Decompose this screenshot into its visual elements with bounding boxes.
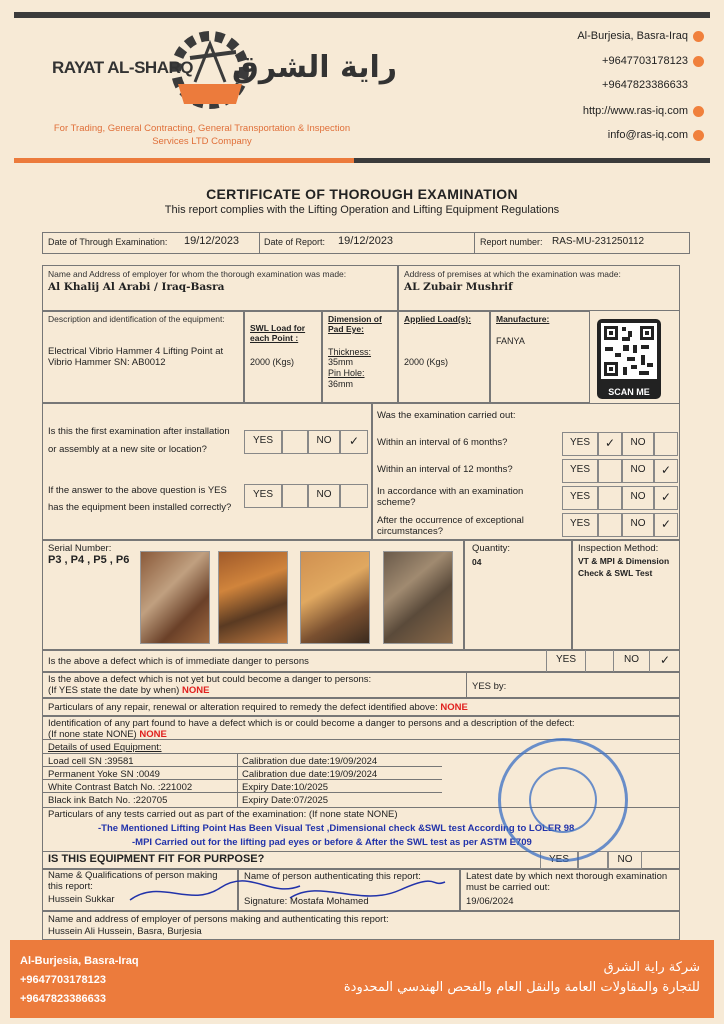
yes-by-label: YES by: xyxy=(472,681,507,692)
method-label: Inspection Method: xyxy=(578,543,659,554)
dimension-label: Dimension of Pad Eye: xyxy=(328,314,382,334)
six-months-yes[interactable]: YES xyxy=(562,432,598,456)
repair-line xyxy=(48,702,468,713)
identification-question: Identification of any part found to have a defect which is or could become a danger to persons and a description of the defect: xyxy=(48,718,575,729)
twelve-months-question: Within an interval of 12 months? xyxy=(377,464,513,475)
employer-label: Name and Address of employer for whom the thorough examination was made: xyxy=(48,269,347,279)
six-months-no[interactable]: NO xyxy=(622,432,654,456)
employer-persons-value: Hussein Ali Hussein, Basra, Burjesia xyxy=(48,926,202,937)
certificate-subtitle: This report complies with the Lifting Operation and Lifting Equipment Regulations xyxy=(164,204,560,216)
brand-name-ar: راية الشرق xyxy=(232,50,398,85)
contact-address xyxy=(577,30,704,42)
serial-label: Serial Number: xyxy=(48,543,112,554)
installed-no[interactable]: NO xyxy=(308,484,340,508)
not-yet-none: NONE xyxy=(181,685,210,696)
used-item-4: Black ink Batch No. :220705 xyxy=(48,795,168,806)
contact-email[interactable] xyxy=(608,129,704,141)
repair-none: NONE xyxy=(440,702,468,713)
globe-icon xyxy=(693,106,704,117)
if-none-text: (If none state NONE) xyxy=(48,729,137,740)
exceptional-no-check[interactable]: ✓ xyxy=(654,513,678,537)
quantity-label: Quantity: xyxy=(472,543,511,554)
header-rule-orange xyxy=(14,158,354,163)
fit-no[interactable]: NO xyxy=(608,851,642,869)
next-exam-value: 19/06/2024 xyxy=(466,896,514,907)
thickness-label: Thickness: xyxy=(328,347,372,357)
inspection-photo-2[interactable] xyxy=(218,551,288,644)
exceptional-yes[interactable]: YES xyxy=(562,513,598,537)
pinhole-value: 36mm xyxy=(328,379,354,389)
row-line xyxy=(42,766,442,767)
qr-code-icon xyxy=(601,323,657,379)
report-number-label: Report number: xyxy=(480,237,543,247)
tests-label: Particulars of any tests carried out as part of the examination: (If none state NONE) xyxy=(48,809,398,820)
if-yes-text: (If YES state the date by when) xyxy=(48,685,180,696)
if-yes-line xyxy=(48,685,209,696)
report-date-value: 19/12/2023 xyxy=(338,235,394,247)
immediate-no[interactable]: NO xyxy=(614,650,650,672)
immediate-yes[interactable]: YES xyxy=(546,650,586,672)
equipment-desc-label: Description and identification of the equipment: xyxy=(48,314,225,324)
inspection-photo-1[interactable] xyxy=(140,551,210,644)
exceptional-no[interactable]: NO xyxy=(622,513,654,537)
mail-icon xyxy=(693,130,704,141)
website-text[interactable]: http://www.ras-iq.com xyxy=(582,105,688,117)
if-none-line xyxy=(48,729,167,740)
exceptional-yes-box[interactable] xyxy=(598,513,622,537)
immediate-yes-box[interactable] xyxy=(586,650,614,672)
swl-label: SWL Load for each Point : xyxy=(250,323,306,343)
footer-ar-name: شركة راية الشرق xyxy=(603,960,700,975)
qualifications-label: Name & Qualifications of person making this report: xyxy=(48,870,218,892)
top-rule xyxy=(14,12,710,18)
row-line xyxy=(42,792,442,793)
contact-phone2: +9647823386633 xyxy=(602,79,688,91)
footer-band xyxy=(10,940,714,1018)
footer-phone1: +9647703178123 xyxy=(20,974,106,986)
exceptional-question: After the occurrence of exceptional circumstances? xyxy=(377,515,524,537)
first-exam-yes-box[interactable] xyxy=(282,430,308,454)
inspection-photo-3[interactable] xyxy=(300,551,370,644)
company-stamp-icon xyxy=(498,738,628,862)
applied-label: Applied Load(s): xyxy=(404,314,472,324)
manufacture-cell xyxy=(490,311,590,403)
identification-none: NONE xyxy=(139,729,167,740)
premises-label: Address of premises at which the examination was made: xyxy=(404,269,621,279)
applied-value: 2000 (Kgs) xyxy=(404,357,449,367)
scheme-no[interactable]: NO xyxy=(622,486,654,510)
exam-date-value: 19/12/2023 xyxy=(184,235,240,247)
brand-name-en: RAYAT AL-SHARQ xyxy=(52,58,193,77)
used-item-3: White Contrast Batch No. :221002 xyxy=(48,782,193,793)
tests-line-2: -MPI Carried out for the lifting pad eyes or before & After the SWL test as per ASTM E709 xyxy=(132,837,532,848)
scheme-yes[interactable]: YES xyxy=(562,486,598,510)
footer-contacts xyxy=(20,952,139,1009)
scheme-no-check[interactable]: ✓ xyxy=(654,486,678,510)
equipment-desc-value: Electrical Vibrio Hammer 4 Lifting Point at Vibrio Hammer SN: AB0012 xyxy=(48,346,224,368)
contact-website[interactable] xyxy=(583,105,704,117)
authenticating-label: Name of person authenticating this report: xyxy=(244,871,421,882)
contact-phone xyxy=(602,55,704,67)
divider xyxy=(259,232,260,254)
scheme-question: In accordance with an examination scheme? xyxy=(377,486,524,508)
used-detail-1: Calibration due date:19/09/2024 xyxy=(242,756,378,767)
used-item-2: Permanent Yoke SN :0049 xyxy=(48,769,160,780)
installed-yes[interactable]: YES xyxy=(244,484,282,508)
repair-text: Particulars of any repair, renewal or alteration required to remedy the defect identified above: xyxy=(48,702,438,713)
quantity-value: 04 xyxy=(472,557,482,567)
six-months-no-box[interactable] xyxy=(654,432,678,456)
exam-date-label: Date of Through Examination: xyxy=(48,237,168,247)
first-exam-no-check[interactable]: ✓ xyxy=(340,430,368,454)
method-value: VT & MPI & Dimension Check & SWL Test xyxy=(578,556,670,578)
twelve-months-yes-box[interactable] xyxy=(598,459,622,483)
fit-yes[interactable]: YES xyxy=(540,851,578,869)
phone1-text: +9647703178123 xyxy=(602,55,688,67)
installed-no-box[interactable] xyxy=(340,484,368,508)
used-item-1: Load cell SN :39581 xyxy=(48,756,134,767)
tests-line-1: -The Mentioned Lifting Point Has Been Visual Test ,Dimensional check &SWL test According to LOLER 98 xyxy=(98,823,575,834)
inspection-photo-4[interactable] xyxy=(383,551,453,644)
used-detail-3: Expiry Date:10/2025 xyxy=(242,782,329,793)
footer-ar-desc: للتجارة والمقاولات العامة والنقل العام والفحص الهندسي المحدودة xyxy=(343,980,700,995)
divider xyxy=(474,232,475,254)
manufacture-label: Manufacture: xyxy=(496,314,550,324)
pinhole-label: Pin Hole: xyxy=(328,368,365,378)
first-exam-question: Is this the first examination after installation or assembly at a new site or location? xyxy=(48,426,230,455)
twelve-months-no-check[interactable]: ✓ xyxy=(654,459,678,483)
footer-phone2: +9647823386633 xyxy=(20,993,106,1005)
report-date-label: Date of Report: xyxy=(264,237,326,247)
manufacture-value: FANYA xyxy=(496,336,525,346)
fit-question: IS THIS EQUIPMENT FIT FOR PURPOSE? xyxy=(48,853,265,865)
premises-value: AL Zubair Mushrif xyxy=(404,281,513,293)
not-yet-question: Is the above a defect which is not yet but could become a danger to persons: xyxy=(48,674,372,685)
installed-question: If the answer to the above question is YES has the equipment been installed correctly? xyxy=(48,485,232,513)
row-line xyxy=(42,779,442,780)
scheme-yes-box[interactable] xyxy=(598,486,622,510)
first-exam-yes[interactable]: YES xyxy=(244,430,282,454)
header-rule-dark xyxy=(354,158,710,163)
six-months-question: Within an interval of 6 months? xyxy=(377,437,508,448)
authenticating-value: Signature: Mostafa Mohamed xyxy=(244,896,369,907)
location-icon xyxy=(693,31,704,42)
phone-icon xyxy=(693,56,704,67)
used-equipment-label: Details of used Equipment: xyxy=(48,742,162,753)
used-detail-4: Expiry Date:07/2025 xyxy=(242,795,329,806)
immediate-no-check[interactable]: ✓ xyxy=(659,653,671,667)
serial-value: P3 , P4 , P5 , P6 xyxy=(48,554,130,566)
twelve-months-yes[interactable]: YES xyxy=(562,459,598,483)
employer-value: Al Khalij Al Arabi / Iraq-Basra xyxy=(48,281,225,293)
company-tagline: For Trading, General Contracting, General Transportation & Inspection Services LTD Company xyxy=(53,123,351,147)
six-months-yes-check[interactable]: ✓ xyxy=(598,432,622,456)
divider xyxy=(466,672,467,698)
immediate-question: Is the above a defect which is of immediate danger to persons xyxy=(48,656,309,667)
divider xyxy=(237,753,238,807)
footer-address: Al-Burjesia, Basra-Iraq xyxy=(20,955,139,967)
report-number-value: RAS-MU-231250112 xyxy=(552,236,645,247)
first-exam-no[interactable]: NO xyxy=(308,430,340,454)
installed-yes-box[interactable] xyxy=(282,484,308,508)
scan-me-label: SCAN ME xyxy=(608,387,650,397)
certificate-title: CERTIFICATE OF THOROUGH EXAMINATION xyxy=(206,186,518,202)
qr-code[interactable] xyxy=(597,319,661,399)
used-detail-2: Calibration due date:19/09/2024 xyxy=(242,769,378,780)
qualifications-value: Hussein Sukkar xyxy=(48,894,115,905)
email-text[interactable]: info@ras-iq.com xyxy=(607,129,688,141)
twelve-months-no[interactable]: NO xyxy=(622,459,654,483)
carried-out-label: Was the examination carried out: xyxy=(377,410,516,421)
address-text: Al-Burjesia, Basra-Iraq xyxy=(577,30,688,42)
employer-persons-label: Name and address of employer of persons making and authenticating this report: xyxy=(48,914,389,925)
footer-arabic xyxy=(344,958,700,998)
thickness-value: 35mm xyxy=(328,357,354,367)
next-exam-label: Latest date by which next thorough examination must be carried out: xyxy=(466,871,668,893)
swl-value: 2000 (Kgs) xyxy=(250,357,295,367)
